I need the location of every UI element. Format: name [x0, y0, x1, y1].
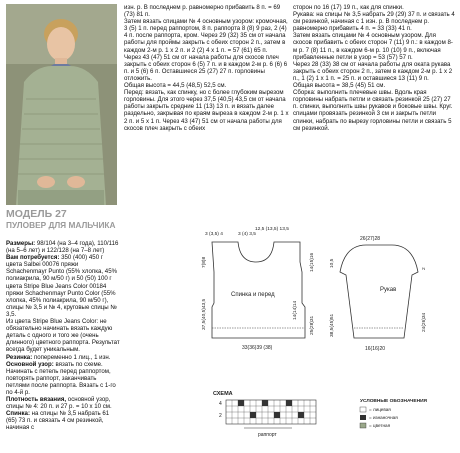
sleeve-label: Рукав: [380, 287, 397, 293]
stitch-schema: [213, 391, 316, 438]
sleeve-dim-right-2: 24(26)34: [422, 312, 427, 332]
para-note: Из цвета Stripe Blue Jeans Color: не обязательно начинать вязать каждую деталь с одного и того же (очень длинного) цветного раппорта. Результат всегда будет уникальным.: [6, 318, 120, 354]
para-rib: Резинка: попеременно 1 лиц., 1 изн.: [6, 353, 111, 361]
sleeve-dim-top: 26(27)28: [360, 236, 381, 242]
left-column-text: [6, 240, 120, 432]
mid-para: Общая высота = 44,5 (48,5) 52,5 см.: [124, 82, 227, 90]
para-gauge: Плотность вязания, основной узор, спицы № 4: 20 п. и 27 р. = 10 х 10 см.: [6, 396, 112, 411]
mid-para: Перед: вязать, как спинку, но с более глубоким вырезом горловины. Для этого через 37,5 (40,5) 43,5 см от начала работы закрыть средние 11 (13) 13 п. и вязать далее раздельно, закрывая по краям выреза в каждом 2-м р. 1 х 2 п. и 5 х 1 п. Через 43 (47) 51 см от начала работы для скосов плеч закрыть с обеих: [124, 89, 289, 132]
right-para: Общая высота = 38,5 (45) 51 см.: [293, 82, 386, 90]
mid-para: изн. р. В последнем р. равномерно прибавить 8 п. = 69 (73) 81 п.: [124, 4, 281, 19]
dim-left-2: 37,5(40,5)43,5: [202, 298, 207, 330]
sleeve-dim-bottom: 16(16)20: [365, 346, 386, 352]
schema-title: СХЕМА: [213, 391, 233, 397]
dim-right-2: 14(14)14: [293, 300, 298, 320]
model-photo: [6, 4, 117, 205]
right-column-text: [293, 4, 455, 132]
back-front-label: Спинка и перед: [231, 292, 275, 298]
dim-right-3: 25(28)31: [310, 315, 315, 335]
dim-bottom: 33(36)39 (38): [242, 345, 273, 351]
para-main-pattern: Основной узор: вязать по схеме. Начинать с петель перед раппортом, повторять раппорт, заканчивать петлями после раппорта. Вязать с 1-го по 4-й р.: [6, 360, 116, 396]
mid-para: Затем вязать спицами № 4 основным узором: кромочная, 3 (5) 1 п. перед раппортом, 8 п. раппорта 8 (8) 9 раз, 2 (4) 4 п. после раппорта, кром. Через 29 (32) 35 см от начала работы для проймы закрыть с обеих сторон 2 п., затем в каждом 2-м р. 1 х 2 п. и 2 (2) 4 х 1 п. = 57 (61) 65 п.: [124, 18, 288, 54]
dim-top-2: 3 (4) 3,5: [238, 232, 256, 237]
legend-item-2: = изнаночная: [369, 415, 398, 420]
sleeve-diagram: [329, 236, 427, 352]
sleeve-dim-left-2: 38,5(45)51: [330, 313, 335, 337]
dim-left-1: 7(8)8: [202, 256, 207, 268]
model-subtitle: ПУЛОВЕР ДЛЯ МАЛЬЧИКА: [6, 220, 116, 230]
schema-row-4: 4: [219, 401, 222, 407]
legend-item-1: = лицевая: [369, 407, 391, 412]
para-sizes: Размеры: 98/104 (на 3–4 года), 110/116 (на 5–6 лет) и 122/128 (на 7–8 лет): [6, 240, 119, 255]
schema-row-2: 2: [219, 413, 222, 419]
para-materials: Вам потребуется: 350 (400) 450 г цвета Salbei 00076 пряжи Schachenmayr Punto (55% хлопка, 45% полиакрила, 90 м/50 г) и 50 (50) 100 г цвета Stripe Blue Jeans Color 00184 пряжи Schachenmayr Punto Color (55% хлопка, 45% полиакрила, 90 м/50 г), спицы № 3,5 и № 4, круговые спицы № 3,5.: [6, 254, 118, 318]
right-para: Рукава: на спицы № 3,5 набрать 29 (29) 37 п. и связать 4 см резинкой, начиная с 1 изн. р. В последнем р. равномерно прибавить 4 п. = 33 (33) 41 п.: [293, 11, 455, 33]
schema-repeat-label: раппорт: [258, 432, 277, 438]
model-photo-illustration: [6, 4, 117, 205]
right-para: сторон по 16 (17) 19 п., как для спинки.: [293, 4, 404, 11]
legend-item-3: = цветная: [369, 423, 391, 428]
dim-top-1: 3 (3,5) 4: [205, 232, 223, 237]
mid-para: Через 43 (47) 51 см от начала работы для скосов плеч закрыть с обеих сторон 6 (5) 7 п. и в каждом 2-м р. 6 (6) 6 п. и 5 (6) 6 п. Оставшиеся 25 (27) 27 п. горловины отложить.: [124, 53, 288, 82]
model-title: МОДЕЛЬ 27: [6, 208, 67, 220]
right-para: Затем вязать спицами № 4 основным узором. Для скосов прибавить с обеих сторон 7 (11) 9 п.: в каждом 8-м р. 7 (8) 11 п., в каждом 6-м р. 10 (10) 9 п., включая прибавленные петли в узор = 53 (57) 57 п.: [293, 32, 453, 61]
sleeve-dim-left-1: 10,5: [330, 258, 335, 268]
sleeve-dim-right-1: 2: [422, 267, 427, 270]
dim-right-1: 14(15)16: [310, 252, 315, 272]
legend-title: УСЛОВНЫЕ ОБОЗНАЧЕНИЯ: [360, 399, 427, 404]
mid-column-text: [124, 4, 289, 132]
para-back: Спинка: на спицы № 3,5 набрать 61 (65) 73 п. и связать 4 см резинкой, начиная с: [6, 410, 110, 432]
schema-legend: [360, 398, 428, 428]
right-para: Сборка: выполнить плечевые швы. Вдоль края горловины набрать петли и связать резинкой 25 (27) 27 п. спинки, выполнить швы рукавов и боковые швы. Круг. спицами провязать резинкой 3 см и закрыть петли спинки, набрать по вырезу горловины петли и связать 5 см резинкой.: [293, 89, 453, 132]
back-front-diagram: [201, 226, 315, 351]
right-para: Через 28 (33) 38 см от начала работы для оката рукава закрыть с обеих сторон 2 п., затем в каждом 2-м р. 1 х 2 п., 1 (2) 1 х 1 п. = 25 п. и оставшиеся 13 (11) 9 п.: [293, 60, 453, 82]
dim-top-3: 12,5 (13,5) 13,5: [255, 227, 289, 232]
